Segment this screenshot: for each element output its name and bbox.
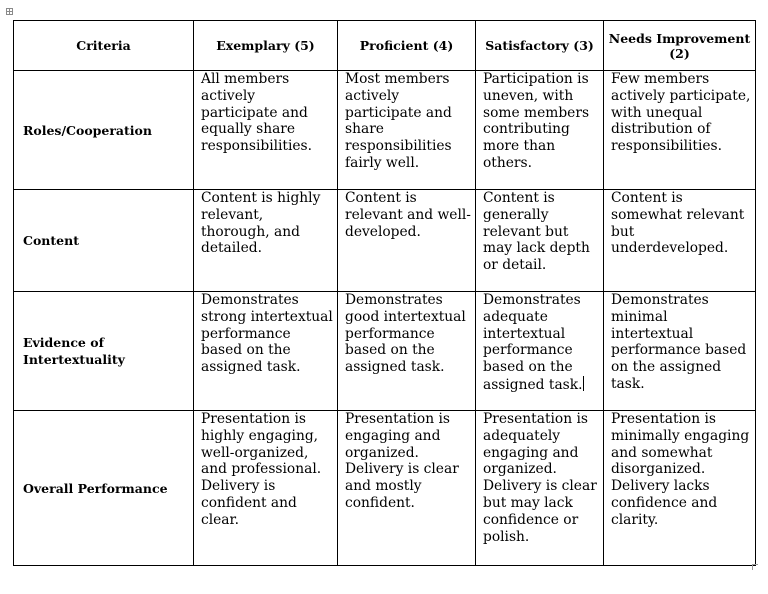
header-criteria[interactable]: Criteria [14, 21, 194, 71]
header-proficient[interactable]: Proficient (4) [338, 21, 476, 71]
table-move-handle-icon[interactable] [6, 8, 13, 15]
needs-improvement-cell[interactable]: Content is somewhat relevant but underdeveloped. [604, 190, 756, 292]
satisfactory-cell[interactable]: Content is generally relevant but may lack depth or detail. [476, 190, 604, 292]
text-cursor [583, 376, 584, 391]
table-row [14, 190, 756, 292]
header-satisfactory[interactable]: Satisfactory (3) [476, 21, 604, 71]
exemplary-cell[interactable]: Content is highly relevant, thorough, and detailed. [194, 190, 338, 292]
needs-improvement-cell[interactable]: Presentation is minimally engaging and somewhat disorganized. Delivery lacks confidence and clarity. [604, 411, 756, 566]
exemplary-cell[interactable]: Presentation is highly engaging, well-organized, and professional. Delivery is confident and clear. [194, 411, 338, 566]
header-exemplary[interactable]: Exemplary (5) [194, 21, 338, 71]
needs-improvement-cell[interactable]: Demonstrates minimal intertextual performance based on the assigned task. [604, 292, 756, 411]
end-of-cell-mark [752, 564, 758, 570]
criteria-cell[interactable]: Roles/Cooperation [14, 71, 194, 190]
table-row [14, 292, 756, 411]
proficient-cell[interactable]: Content is relevant and well-developed. [338, 190, 476, 292]
exemplary-cell[interactable]: Demonstrates strong intertextual performance based on the assigned task. [194, 292, 338, 411]
satisfactory-cell[interactable]: Presentation is adequately engaging and organized. Delivery is clear but may lack confidence or polish. [476, 411, 604, 566]
satisfactory-cell[interactable] [476, 292, 604, 411]
criteria-cell[interactable]: Evidence of Intertextuality [14, 292, 194, 411]
proficient-cell[interactable]: Demonstrates good intertextual performance based on the assigned task. [338, 292, 476, 411]
proficient-cell[interactable]: Presentation is engaging and organized. Delivery is clear and mostly confident. [338, 411, 476, 566]
header-needs-improvement[interactable]: Needs Improvement (2) [604, 21, 756, 71]
header-row [14, 21, 756, 71]
exemplary-cell[interactable]: All members actively participate and equally share responsibilities. [194, 71, 338, 190]
table-row [14, 411, 756, 566]
needs-improvement-cell[interactable]: Few members actively participate, with unequal distribution of responsibilities. [604, 71, 756, 190]
satisfactory-cell-text: Demonstrates adequate intertextual performance based on the assigned task. [483, 292, 583, 393]
proficient-cell[interactable]: Most members actively participate and share responsibilities fairly well. [338, 71, 476, 190]
table-row [14, 71, 756, 190]
rubric-table [13, 20, 756, 566]
criteria-cell[interactable]: Overall Performance [14, 411, 194, 566]
criteria-cell[interactable]: Content [14, 190, 194, 292]
satisfactory-cell[interactable]: Participation is uneven, with some members contributing more than others. [476, 71, 604, 190]
